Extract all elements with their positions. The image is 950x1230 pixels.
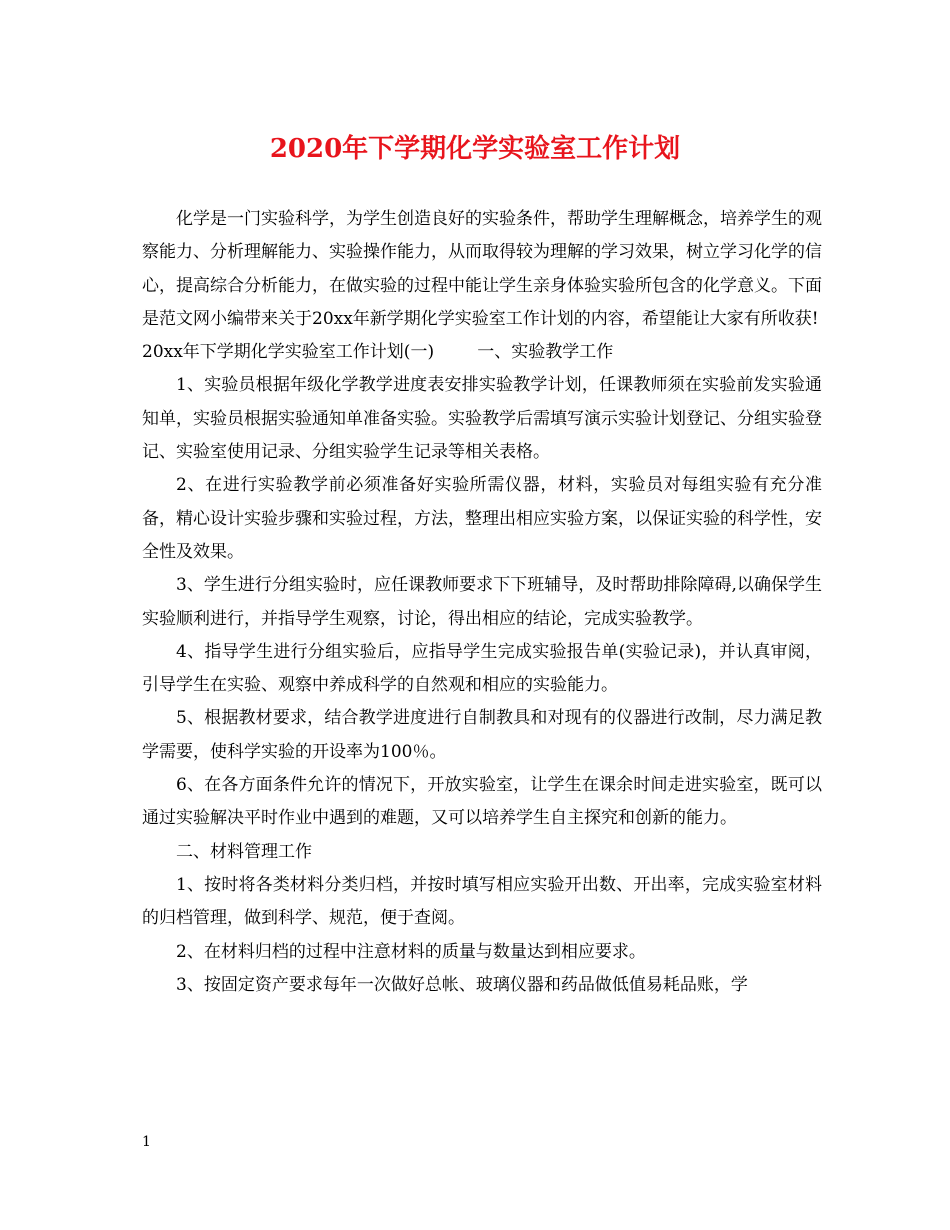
section1-item-1: 1、实验员根据年级化学教学进度表安排实验教学计划，任课教师须在实验前发实验通知单，实验员根据实验通知单准备实验。实验教学后需填写演示实验计划登记、分组实验登记、实验室使用记录、分组实验学生记录等相关表格。 — [142, 375, 822, 463]
section1-item-3: 3、学生进行分组实验时，应任课教师要求下下班辅导，及时帮助排除障碍,以确保学生实验顺利进行，并指导学生观察，讨论，得出相应的结论，完成实验教学。 — [142, 575, 822, 629]
document-body — [142, 203, 822, 1002]
page-number: 1 — [142, 1134, 151, 1150]
section2-item-3: 3、按固定资产要求每年一次做好总帐、玻璃仪器和药品做低值易耗品账，学 — [176, 974, 748, 995]
intro-paragraph: 化学是一门实验科学，为学生创造良好的实验条件，帮助学生理解概念，培养学生的观察能力、分析理解能力、实验操作能力，从而取得较为理解的学习效果，树立学习化学的信心，提高综合分析能力，在做实验的过程中能让学生亲身体验实验所包含的化学意义。下面是范文网小编带来关于20xx年新学期化学实验室工作计划的内容，希望能让大家有所收获! — [142, 209, 822, 329]
section1-item-5: 5、根据教材要求，结合教学进度进行自制教具和对现有的仪器进行改制，尽力满足教学需要，使科学实验的开设率为100％。 — [142, 708, 822, 762]
section1-item-6: 6、在各方面条件允许的情况下，开放实验室，让学生在课余时间走进实验室，既可以通过实验解决平时作业中遇到的难题，又可以培养学生自主探究和创新的能力。 — [142, 775, 822, 829]
section2-item-1: 1、按时将各类材料分类归档，并按时填写相应实验开出数、开出率，完成实验室材料的归档管理，做到科学、规范，便于查阅。 — [142, 874, 822, 929]
section2-item-2: 2、在材料归档的过程中注意材料的质量与数量达到相应要求。 — [176, 941, 646, 962]
section1-item-4: 4、指导学生进行分组实验后，应指导学生完成实验报告单(实验记录)，并认真审阅，引导学生在实验、观察中养成科学的自然观和相应的实验能力。 — [142, 641, 822, 696]
plan-subtitle: 20xx年下学期化学实验室工作计划(一) 一、实验教学工作 — [142, 342, 614, 363]
section2-heading: 二、材料管理工作 — [176, 841, 312, 862]
section1-item-2: 2、在进行实验教学前必须准备好实验所需仪器，材料，实验员对每组实验有充分准备，精心设计实验步骤和实验过程，方法，整理出相应实验方案，以保证实验的科学性，安全性及效果。 — [142, 475, 822, 562]
document-title: 2020年下学期化学实验室工作计划 — [269, 134, 681, 164]
